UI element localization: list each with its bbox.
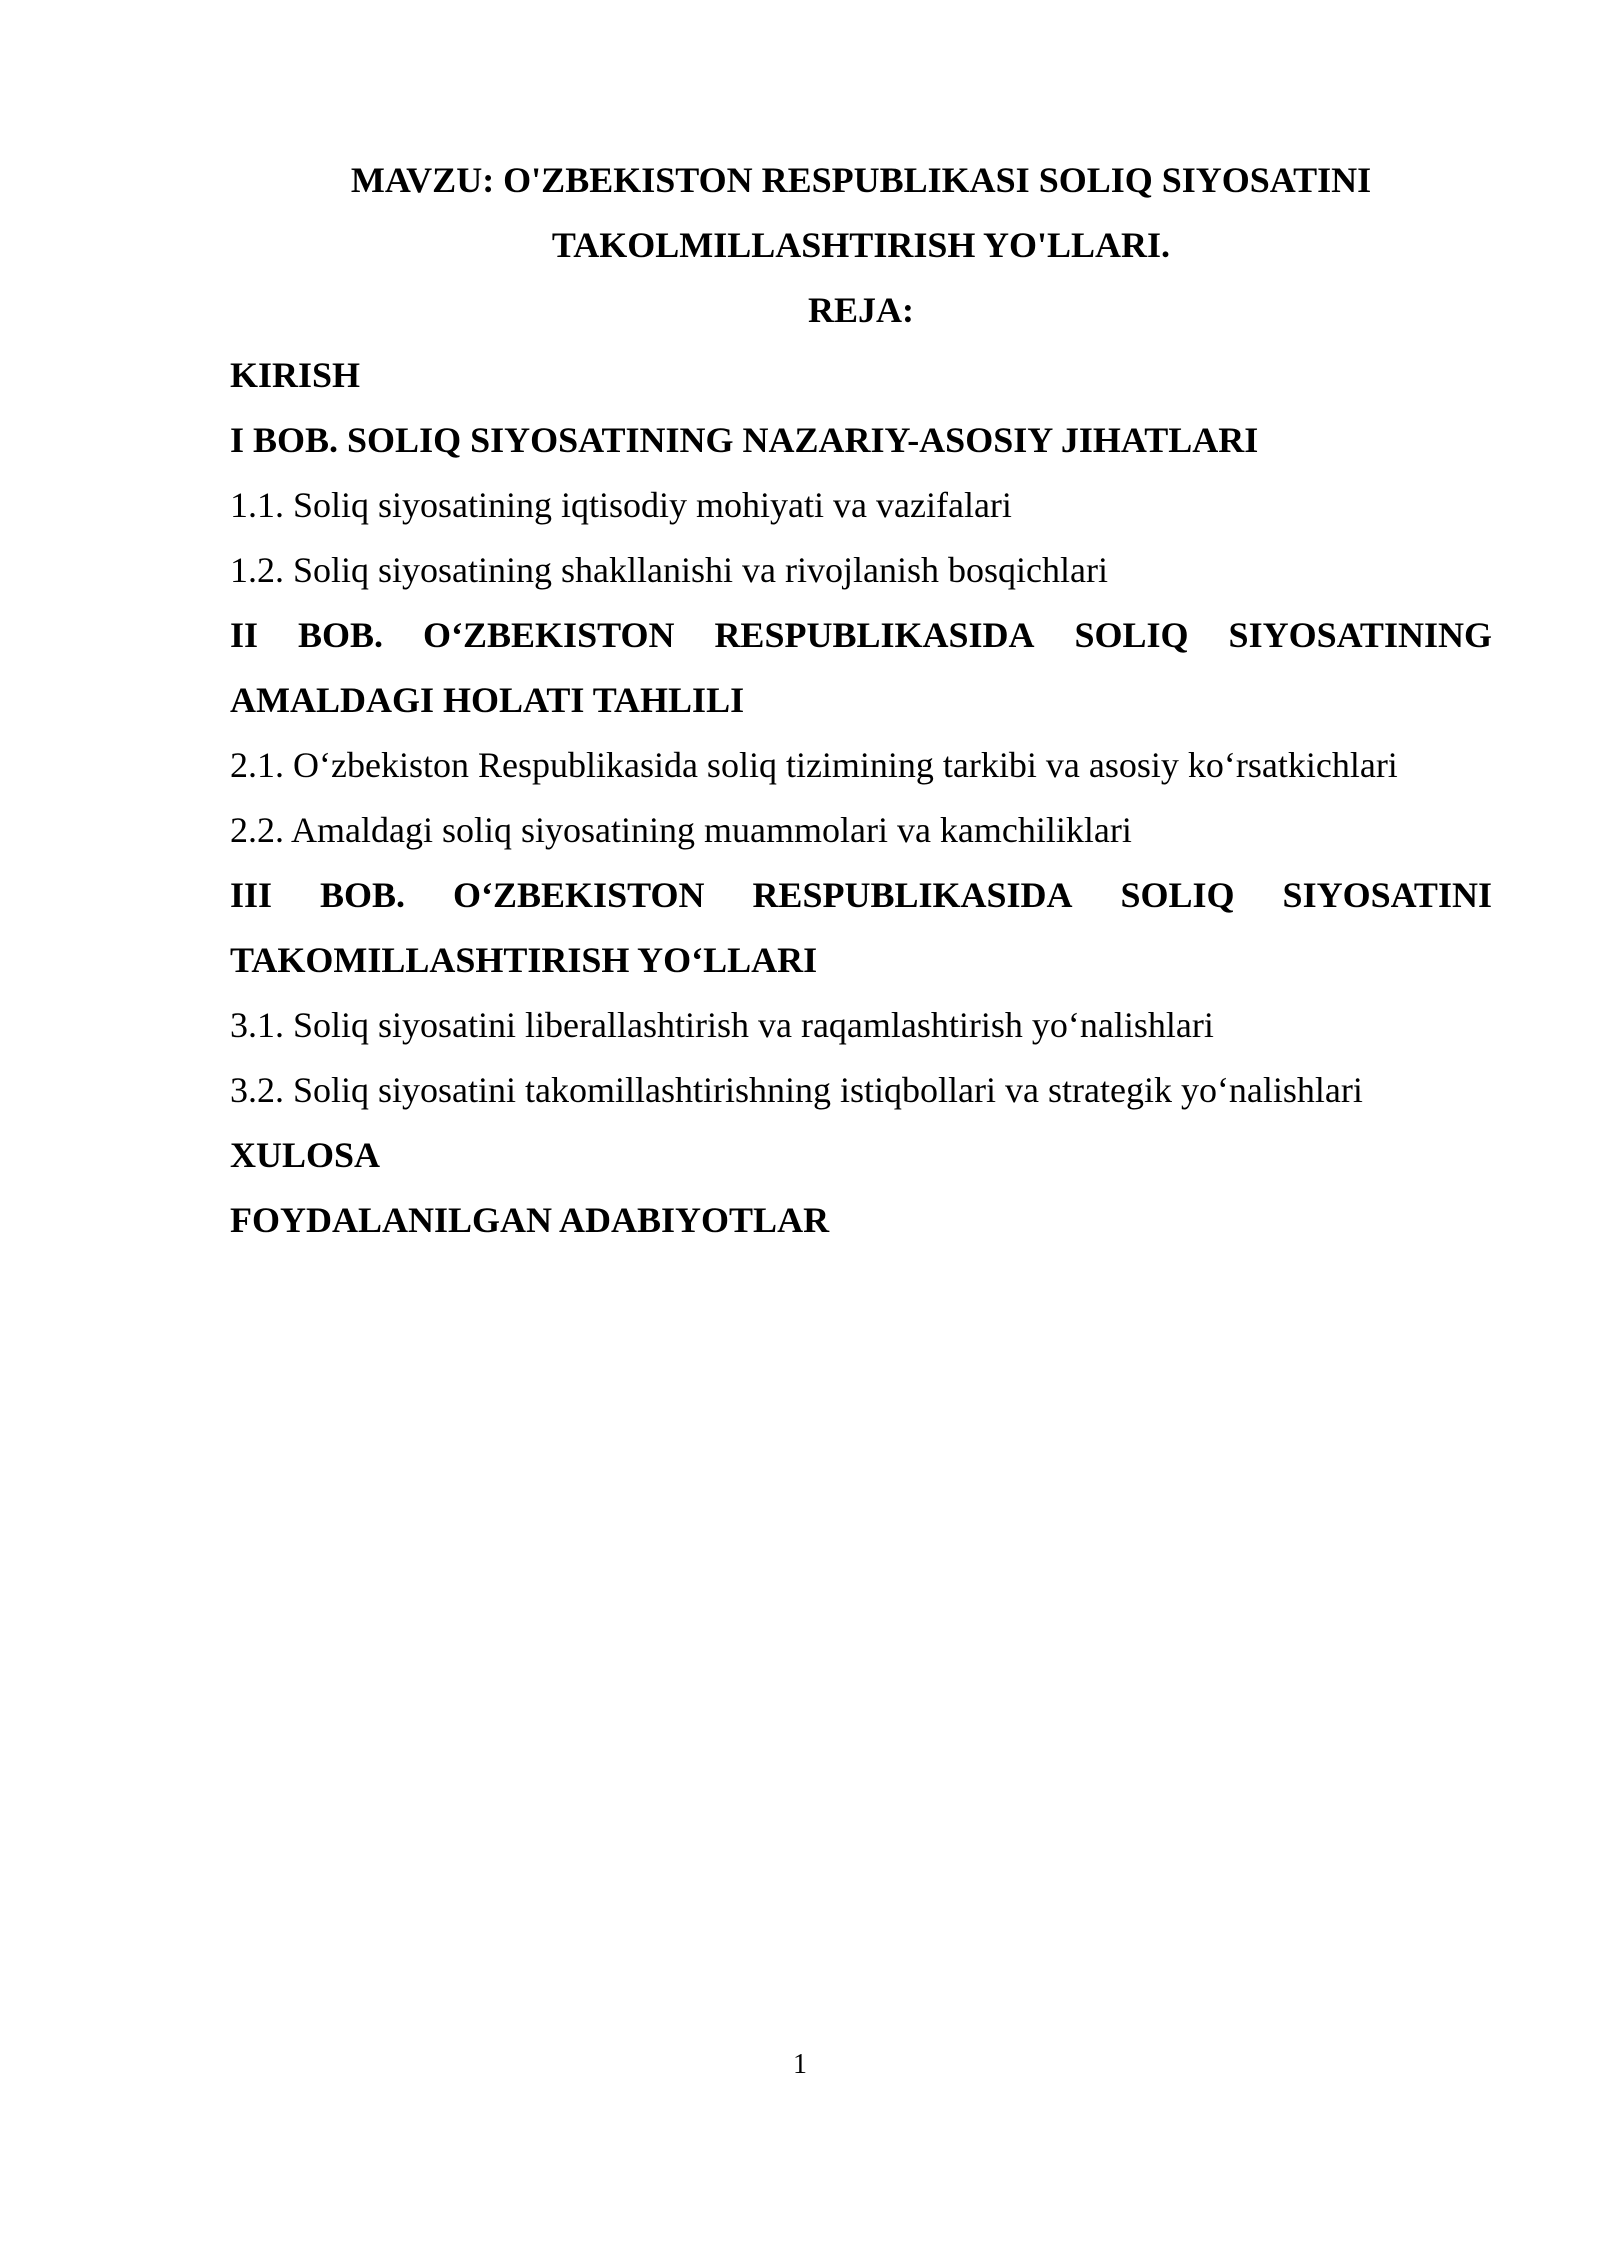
toc-chapter-3-word: BOB. <box>320 875 406 915</box>
toc-chapter-3-line-2: TAKOMILLASHTIRISH YO‘LLARI <box>230 940 818 980</box>
title-line-1: MAVZU: O'ZBEKISTON RESPUBLIKASI SOLIQ SIYOSATINI <box>350 160 1372 200</box>
toc-chapter-2-word: BOB. <box>298 615 384 655</box>
toc-section-2-2: 2.2. Amaldagi soliq siyosatining muammolari va kamchiliklari <box>230 810 1132 850</box>
toc-intro: KIRISH <box>230 355 361 395</box>
toc-chapter-3-word: SIYOSATINI <box>1282 875 1492 915</box>
page-content <box>230 148 1492 1253</box>
toc-chapter-1: I BOB. SOLIQ SIYOSATINING NAZARIY-ASOSIY JIHATLARI <box>230 420 1259 460</box>
toc-section-1-2: 1.2. Soliq siyosatining shakllanishi va rivojlanish bosqichlari <box>230 550 1108 590</box>
toc-chapter-2-word: SIYOSATINING <box>1228 615 1492 655</box>
toc-chapter-2-line-1 <box>230 603 1492 668</box>
toc-chapter-2-word: RESPUBLIKASIDA <box>714 615 1035 655</box>
toc-section-2-1: 2.1. O‘zbekiston Respublikasida soliq tizimining tarkibi va asosiy ko‘rsatkichlari <box>230 745 1398 785</box>
toc-section-1-1: 1.1. Soliq siyosatining iqtisodiy mohiyati va vazifalari <box>230 485 1012 525</box>
toc-chapter-2-word: II <box>230 615 259 655</box>
toc-chapter-2-word: SOLIQ <box>1074 615 1189 655</box>
toc-chapter-2-word: O‘ZBEKISTON <box>423 615 675 655</box>
toc-chapter-3-word: III <box>230 875 273 915</box>
toc-chapter-2-line-2: AMALDAGI HOLATI TAHLILI <box>230 680 745 720</box>
plan-heading: REJA: <box>808 290 914 330</box>
toc-chapter-3-line-1 <box>230 863 1492 928</box>
toc-conclusion: XULOSA <box>230 1135 381 1175</box>
toc-chapter-3-word: RESPUBLIKASIDA <box>752 875 1073 915</box>
toc-section-3-2: 3.2. Soliq siyosatini takomillashtirishning istiqbollari va strategik yo‘nalishlari <box>230 1070 1363 1110</box>
page-number: 1 <box>793 2049 807 2080</box>
title-line-2: TAKOLMILLASHTIRISH YO'LLARI. <box>551 225 1171 265</box>
toc-references: FOYDALANILGAN ADABIYOTLAR <box>230 1200 830 1240</box>
toc-section-3-1: 3.1. Soliq siyosatini liberallashtirish va raqamlashtirish yo‘nalishlari <box>230 1005 1214 1045</box>
toc-chapter-3-word: O‘ZBEKISTON <box>453 875 705 915</box>
toc-chapter-3-word: SOLIQ <box>1120 875 1235 915</box>
